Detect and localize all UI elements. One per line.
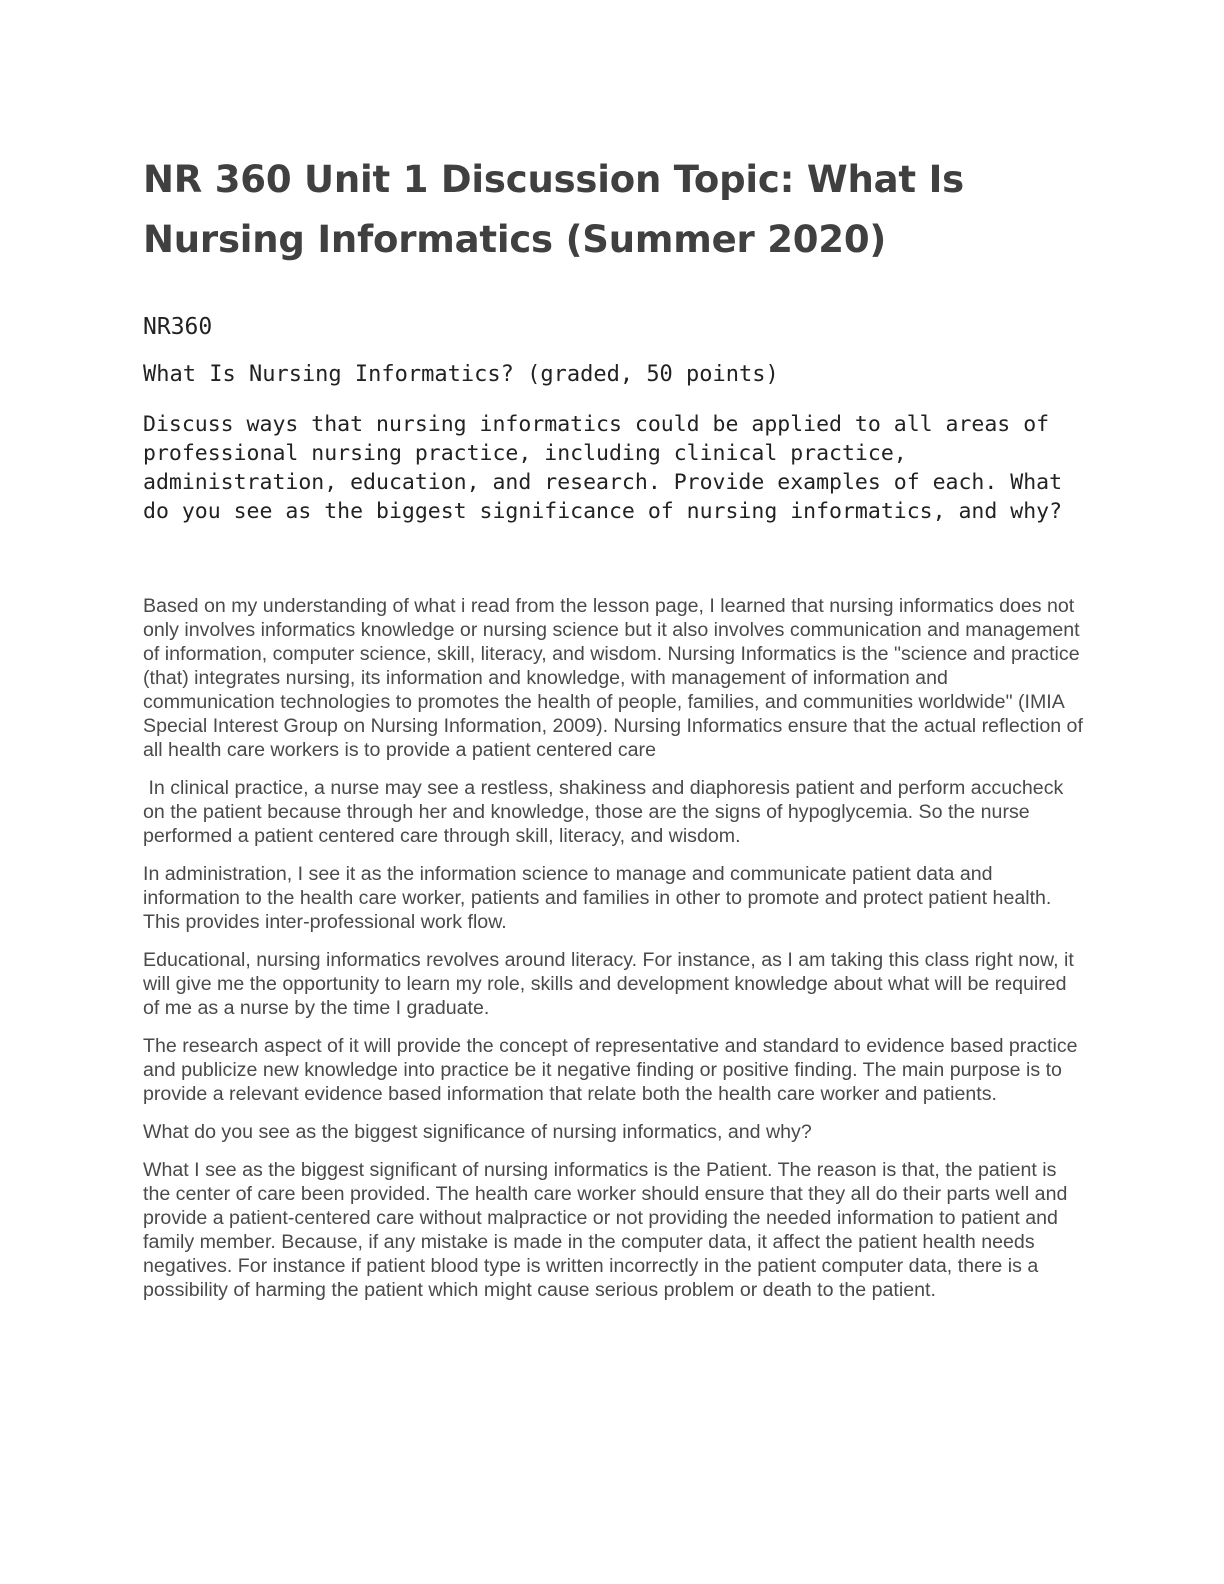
discussion-prompt: Discuss ways that nursing informatics could be applied to all areas of professional nursing practice, including clinical practice, administration, education, and research. Provide examples of each. What do you see as the biggest significance of nursing informatics, and why?	[143, 412, 1063, 524]
answer-body	[143, 594, 1083, 1302]
paragraph-education: Educational, nursing informatics revolves around literacy. For instance, as I am taking this class right now, it will give me the opportunity to learn my role, skills and development knowledge about what will be required of me as a nurse by the time I graduate.	[143, 949, 1074, 1019]
paragraph-research: The research aspect of it will provide the concept of representative and standard to evidence based practice and publicize new knowledge into practice be it negative finding or positive finding. The main purpose is to provide a relevant evidence based information that relate both the health care worker and patients.	[143, 1035, 1078, 1105]
course-code: NR360	[143, 314, 213, 340]
paragraph-significance: What I see as the biggest significant of nursing informatics is the Patient. The reason is that, the patient is the center of care been provided. The health care worker should ensure that they all do their parts well and provide a patient-centered care without malpractice or not providing the needed information to patient and family member. Because, if any mistake is made in the computer data, it affect the patient health needs negatives. For instance if patient blood type is written incorrectly in the patient computer data, there is a possibility of harming the patient which might cause serious problem or death to the patient.	[143, 1159, 1068, 1301]
document-title: NR 360 Unit 1 Discussion Topic: What Is Nursing Informatics (Summer 2020)	[143, 158, 964, 261]
paragraph-intro: Based on my understanding of what i read from the lesson page, I learned that nursing informatics does not only involves informatics knowledge or nursing science but it also involves communication and management of information, computer science, skill, literacy, and wisdom. Nursing Informatics is the "science and practice (that) integrates nursing, its information and knowledge, with management of information and communication technologies to promotes the health of people, families, and communities worldwide" (IMIA Special Interest Group on Nursing Information, 2009). Nursing Informatics ensure that the actual reflection of all health care workers is to provide a patient centered care	[143, 595, 1083, 761]
paragraph-administration: In administration, I see it as the information science to manage and communicate patient data and information to the health care worker, patients and families in other to promote and protect patient health. This provides inter-professional work flow.	[143, 863, 1052, 933]
paragraph-clinical: In clinical practice, a nurse may see a restless, shakiness and diaphoresis patient and perform accucheck on the patient because through her and knowledge, those are the signs of hypoglycemia. So the nurse performed a patient centered care through skill, literacy, and wisdom.	[143, 777, 1069, 847]
paragraph-question: What do you see as the biggest significance of nursing informatics, and why?	[143, 1121, 812, 1143]
assignment-subtitle: What Is Nursing Informatics? (graded, 50 points)	[143, 362, 779, 387]
document-page	[143, 150, 1083, 1316]
